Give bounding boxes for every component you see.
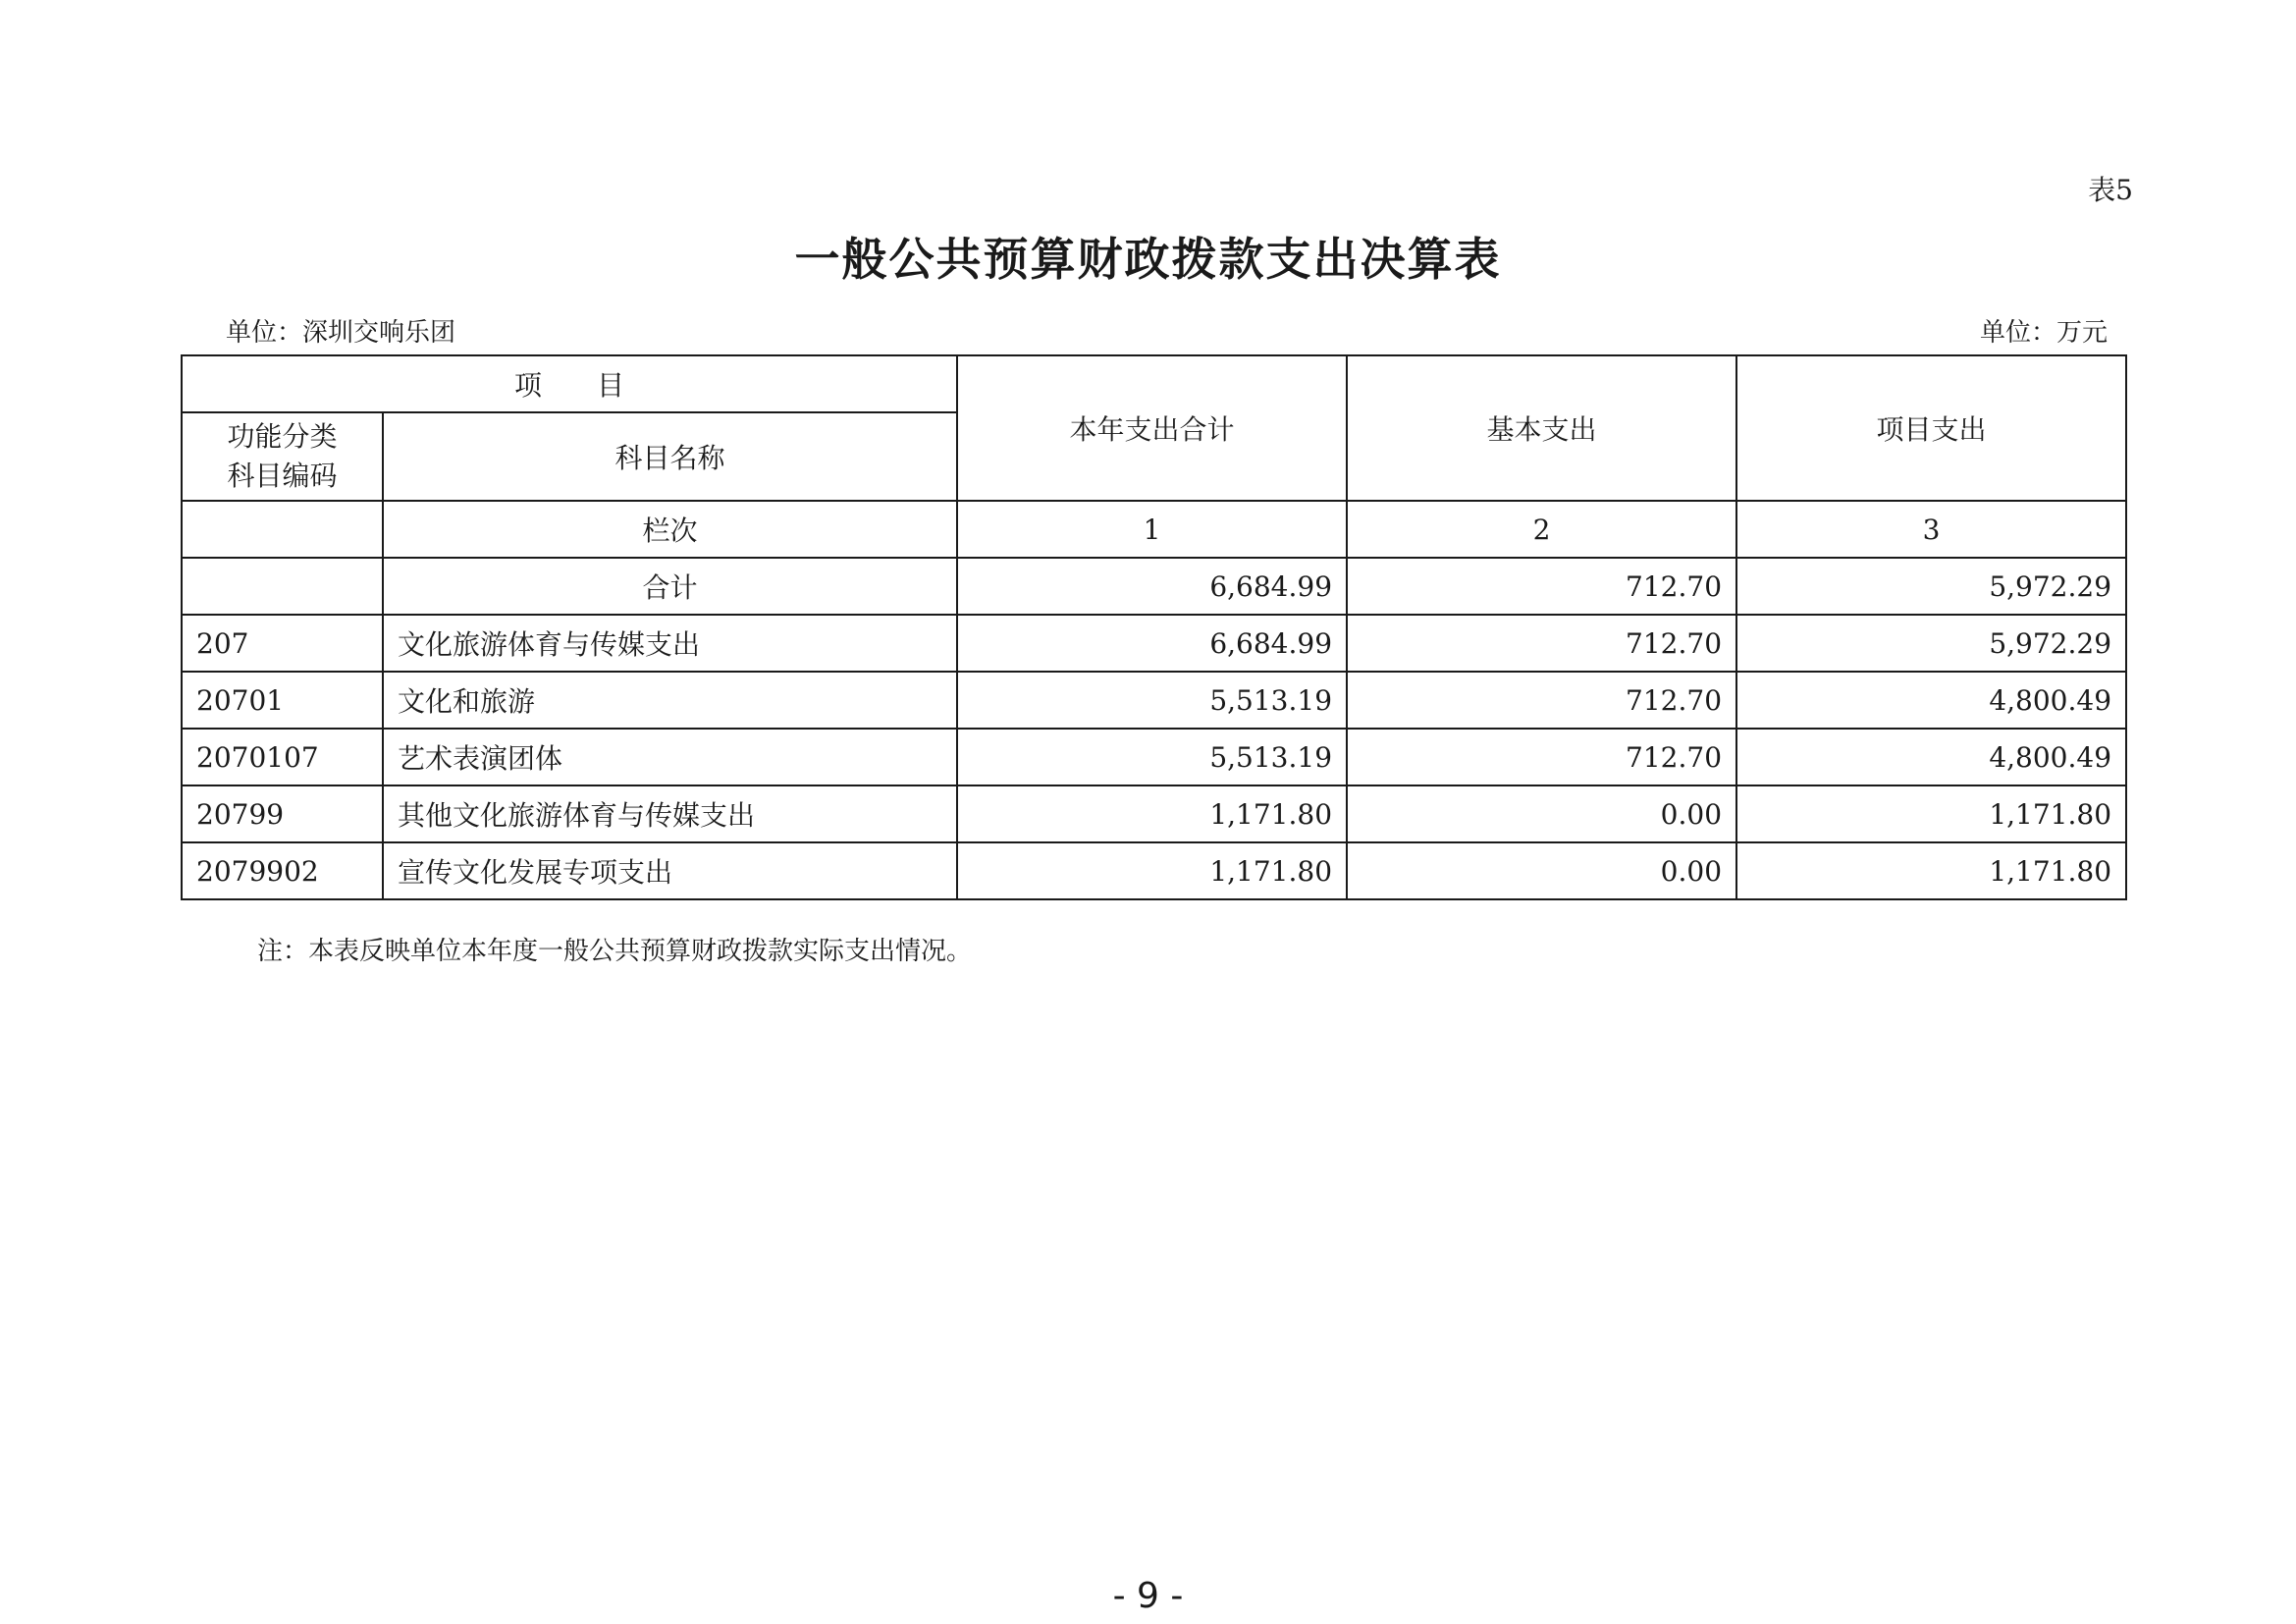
row-total: 1,171.80	[957, 842, 1347, 899]
header-project-expenditure: 项目支出	[1736, 355, 2126, 501]
row-project: 4,800.49	[1736, 729, 2126, 785]
header-total: 本年支出合计	[957, 355, 1347, 501]
row-total: 5,513.19	[957, 729, 1347, 785]
row-code: 207	[182, 615, 383, 672]
header-project: 项 目	[182, 355, 957, 412]
row-code: 20799	[182, 785, 383, 842]
row-name: 艺术表演团体	[383, 729, 957, 785]
row-total: 5,513.19	[957, 672, 1347, 729]
row-basic: 0.00	[1347, 842, 1736, 899]
currency-unit: 单位：万元	[1979, 318, 2108, 348]
row-name: 文化和旅游	[383, 672, 957, 729]
row-project: 5,972.29	[1736, 615, 2126, 672]
row-code: 20701	[182, 672, 383, 729]
total-project: 5,972.29	[1736, 558, 2126, 615]
row-total: 6,684.99	[957, 615, 1347, 672]
expenditure-table	[181, 354, 2127, 900]
row-basic: 712.70	[1347, 672, 1736, 729]
table-note: 注：本表反映单位本年度一般公共预算财政拨款实际支出情况。	[257, 937, 973, 966]
row-name: 文化旅游体育与传媒支出	[383, 615, 957, 672]
row-name: 宣传文化发展专项支出	[383, 842, 957, 899]
row-project: 4,800.49	[1736, 672, 2126, 729]
organization-unit: 单位：深圳交响乐团	[226, 318, 456, 348]
col-index-label: 栏次	[383, 501, 957, 558]
table-row	[182, 785, 2126, 842]
row-basic: 712.70	[1347, 729, 1736, 785]
table-row	[182, 615, 2126, 672]
header-row-1	[182, 355, 2126, 412]
total-basic: 712.70	[1347, 558, 1736, 615]
row-name: 其他文化旅游体育与传媒支出	[383, 785, 957, 842]
row-total: 1,171.80	[957, 785, 1347, 842]
total-label: 合计	[383, 558, 957, 615]
col-index-1: 1	[957, 501, 1347, 558]
table-row	[182, 729, 2126, 785]
table-row	[182, 842, 2126, 899]
empty-cell	[182, 558, 383, 615]
row-code: 2070107	[182, 729, 383, 785]
document-title: 一般公共预算财政拨款支出决算表	[794, 233, 1502, 286]
row-project: 1,171.80	[1736, 842, 2126, 899]
total-amount: 6,684.99	[957, 558, 1347, 615]
header-basic: 基本支出	[1347, 355, 1736, 501]
col-index-2: 2	[1347, 501, 1736, 558]
row-basic: 712.70	[1347, 615, 1736, 672]
table-row	[182, 672, 2126, 729]
table-number: 表5	[2088, 174, 2133, 206]
header-name: 科目名称	[383, 412, 957, 501]
page-number: - 9 -	[1112, 1576, 1184, 1616]
empty-cell	[182, 501, 383, 558]
header-code: 功能分类 科目编码	[182, 412, 383, 501]
column-index-row	[182, 501, 2126, 558]
row-basic: 0.00	[1347, 785, 1736, 842]
row-project: 1,171.80	[1736, 785, 2126, 842]
col-index-3: 3	[1736, 501, 2126, 558]
total-row	[182, 558, 2126, 615]
row-code: 2079902	[182, 842, 383, 899]
